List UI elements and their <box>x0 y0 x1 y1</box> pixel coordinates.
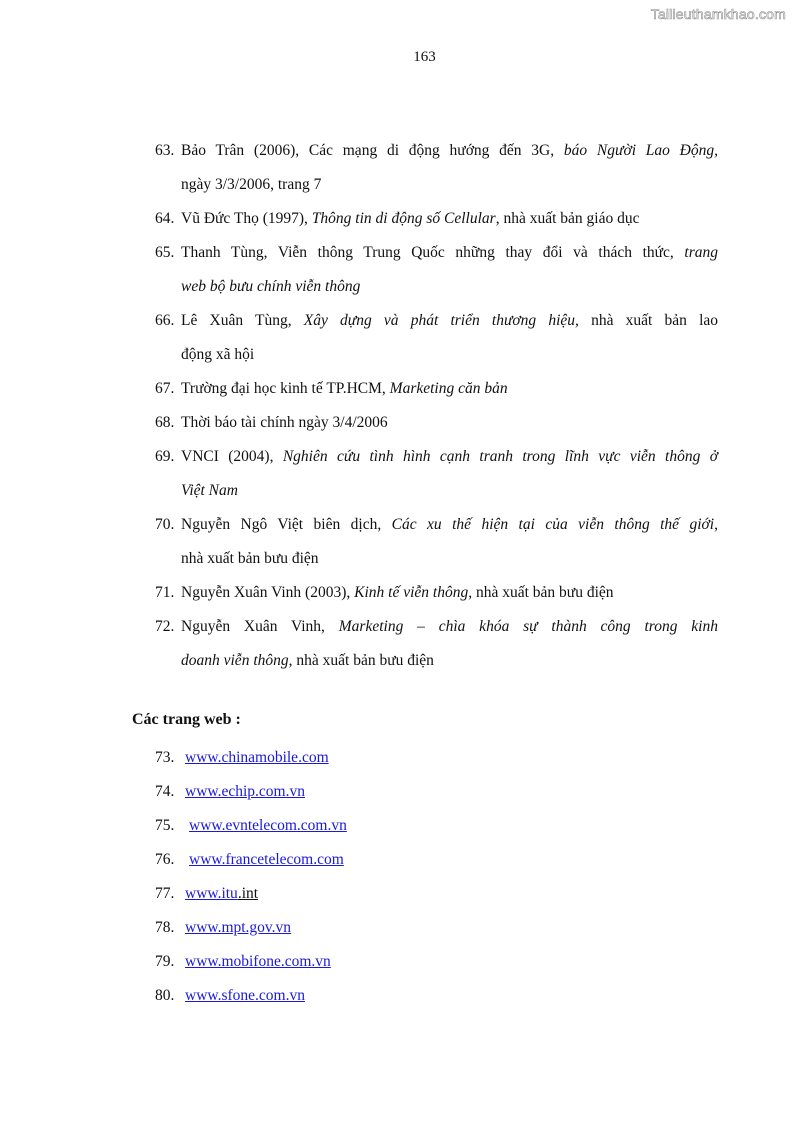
website-number: 74. <box>155 783 175 800</box>
reference-line <box>181 474 718 508</box>
reference-line <box>181 576 718 610</box>
reference-line <box>181 372 718 406</box>
page-number: 163 <box>413 49 436 65</box>
reference-item <box>155 440 718 508</box>
reference-text: , <box>714 516 718 533</box>
reference-line <box>181 440 718 474</box>
reference-text: web bộ bưu chính viễn thông <box>181 278 361 295</box>
reference-text: Vũ Đức Thọ (1997), <box>181 210 312 227</box>
reference-text: , nhà xuất bản bưu điện <box>288 652 434 669</box>
reference-item <box>155 304 718 372</box>
reference-text: báo Người Lao Động, <box>563 142 718 159</box>
reference-line <box>181 304 718 338</box>
website-number: 80. <box>155 987 175 1004</box>
reference-line <box>181 338 718 372</box>
reference-text: Marketing – chìa khóa sự thành công trong kinh <box>338 618 718 635</box>
reference-list <box>155 134 718 678</box>
reference-text: Trường đại học kinh tế TP.HCM, <box>181 380 390 397</box>
website-number: 78. <box>155 919 175 936</box>
website-link[interactable]: www.mpt.gov.vn <box>185 919 292 936</box>
reference-text: nhà xuất bản lao <box>578 312 719 329</box>
reference-item <box>155 610 718 678</box>
reference-number: 68. <box>155 414 175 431</box>
reference-number: 63. <box>155 142 175 159</box>
watermark: Tailieuthamkhao.com <box>650 6 786 22</box>
reference-text: Thời báo tài chính ngày 3/4/2006 <box>181 414 388 431</box>
website-item <box>155 877 347 911</box>
reference-number: 67. <box>155 380 175 397</box>
reference-text: Marketing căn bản <box>389 380 508 397</box>
reference-number: 66. <box>155 312 175 329</box>
reference-item <box>155 372 718 406</box>
reference-text: Việt Nam <box>181 482 238 499</box>
reference-number: 70. <box>155 516 175 533</box>
website-link-tail[interactable]: .int <box>237 885 259 902</box>
reference-text: Các xu thế hiện tại của viễn thông thế giới <box>391 516 715 533</box>
website-link[interactable]: www.evntelecom.com.vn <box>189 817 347 834</box>
website-item <box>155 945 347 979</box>
website-link[interactable]: www.francetelecom.com <box>189 851 344 868</box>
website-link[interactable]: www.echip.com.vn <box>185 783 305 800</box>
website-number: 75. <box>155 817 175 834</box>
section-title: Các trang web : <box>132 711 241 728</box>
reference-text: ngày 3/3/2006, trang 7 <box>181 176 322 193</box>
website-link[interactable]: www.mobifone.com.vn <box>185 953 331 970</box>
reference-text: Kinh tế viễn thông <box>354 584 469 601</box>
website-list <box>155 741 347 1013</box>
website-number: 79. <box>155 953 175 970</box>
reference-text: Thông tin di động số Cellular <box>311 210 496 227</box>
reference-text: Lê Xuân Tùng, <box>181 312 304 329</box>
website-number: 77. <box>155 885 175 902</box>
reference-item <box>155 134 718 202</box>
reference-number: 64. <box>155 210 175 227</box>
reference-item <box>155 508 718 576</box>
reference-line <box>181 406 718 440</box>
reference-text: Nguyễn Xuân Vinh, <box>181 618 339 635</box>
reference-text: Xây dựng và phát triển thương hiệu, <box>303 312 579 329</box>
reference-text: VNCI (2004), <box>181 448 283 465</box>
reference-text: Nguyễn Xuân Vinh (2003), <box>181 584 355 601</box>
reference-text: động xã hội <box>181 346 255 363</box>
reference-text: , nhà xuất bản giáo dục <box>495 210 640 227</box>
reference-text: Nguyễn Ngô Việt biên dịch, <box>181 516 392 533</box>
reference-number: 72. <box>155 618 175 635</box>
reference-line <box>181 644 718 678</box>
website-number: 76. <box>155 851 175 868</box>
reference-text: , nhà xuất bản bưu điện <box>468 584 614 601</box>
website-link[interactable]: www.chinamobile.com <box>185 749 329 766</box>
reference-text: Nghiên cứu tình hình cạnh tranh trong lĩnh vực viễn thông ở <box>282 448 718 465</box>
website-link[interactable]: www.itu <box>185 885 238 902</box>
reference-text: Bảo Trân (2006), Các mạng di động hướng đến 3G, <box>181 142 564 159</box>
reference-line <box>181 134 718 168</box>
reference-number: 69. <box>155 448 175 465</box>
website-item <box>155 775 347 809</box>
reference-line <box>181 202 718 236</box>
reference-number: 71. <box>155 584 175 601</box>
website-item <box>155 741 347 775</box>
website-item <box>155 911 347 945</box>
reference-text: Thanh Tùng, Viễn thông Trung Quốc những thay đổi và thách thức, <box>181 244 685 261</box>
reference-text: nhà xuất bản bưu điện <box>181 550 319 567</box>
website-item <box>155 979 347 1013</box>
reference-item <box>155 406 718 440</box>
reference-item <box>155 576 718 610</box>
reference-line <box>181 270 718 304</box>
reference-line <box>181 542 718 576</box>
reference-item <box>155 202 718 236</box>
website-item <box>155 809 347 843</box>
website-number: 73. <box>155 749 175 766</box>
reference-line <box>181 508 718 542</box>
reference-text: trang <box>684 244 718 261</box>
reference-line <box>181 236 718 270</box>
reference-line <box>181 610 718 644</box>
website-link[interactable]: www.sfone.com.vn <box>185 987 305 1004</box>
reference-line <box>181 168 718 202</box>
reference-text: doanh viễn thông <box>181 652 289 669</box>
reference-item <box>155 236 718 304</box>
reference-number: 65. <box>155 244 175 261</box>
website-item <box>155 843 347 877</box>
